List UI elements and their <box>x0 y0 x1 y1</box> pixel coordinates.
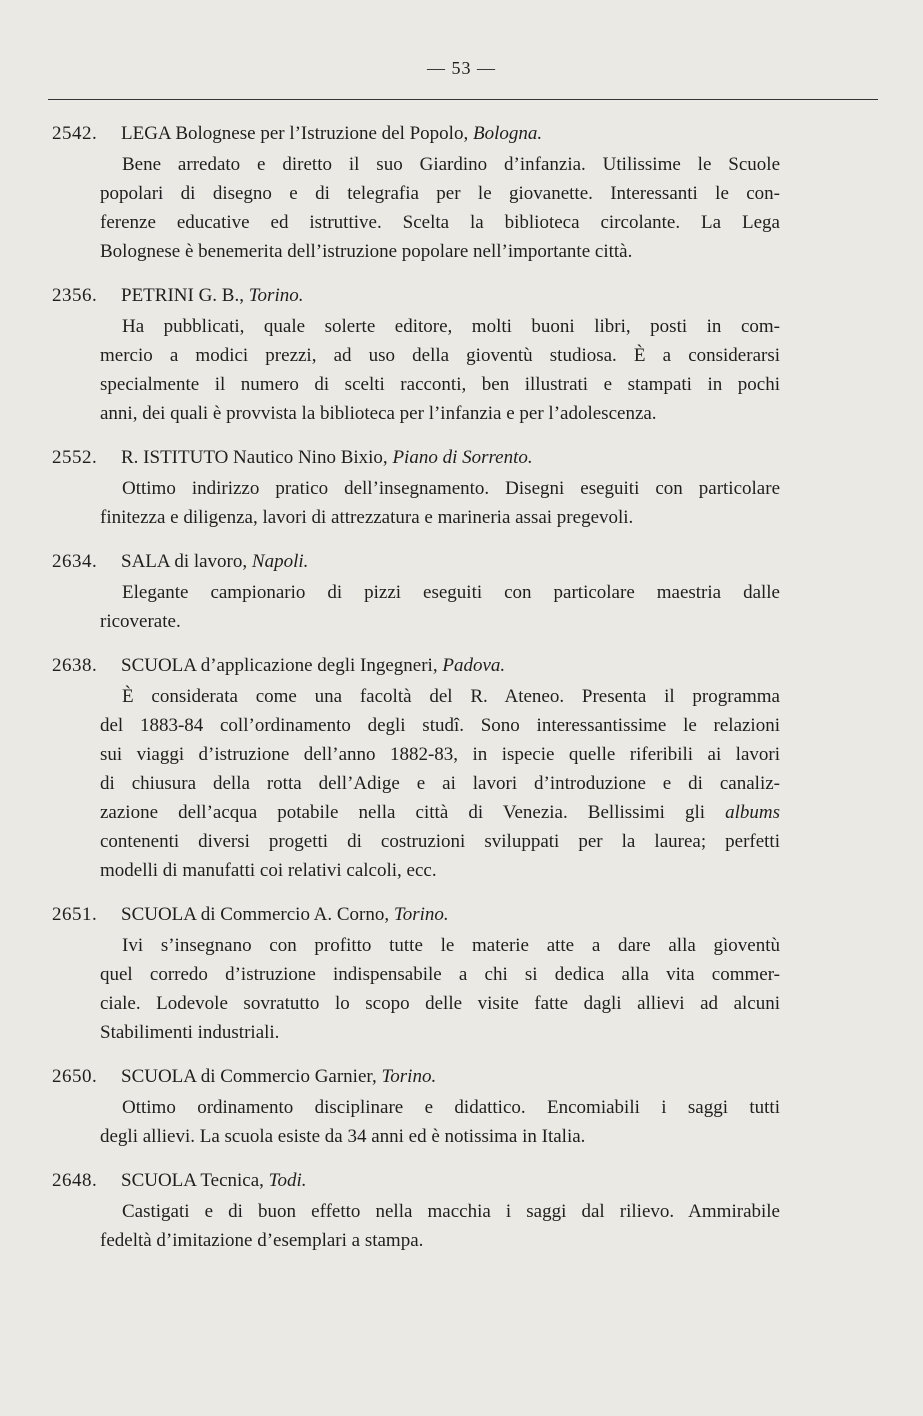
entry-title <box>121 1165 307 1197</box>
entry-body <box>100 474 780 532</box>
entry-number: 2552. <box>52 447 98 468</box>
entry-place: Padova. <box>442 655 506 676</box>
albums-word: albums <box>725 802 780 823</box>
body-line: Ottimo ordinamento disciplinare e didattico. Encomiabili i saggi tutti <box>122 1097 780 1118</box>
entry-body <box>100 312 780 428</box>
entry-name: SCUOLA di Commercio A. Corno, <box>121 904 394 925</box>
entry-title <box>121 442 533 474</box>
entry-title <box>121 118 542 150</box>
body-line: È considerata come una facoltà del R. Ateneo. Presenta il programma <box>122 686 780 707</box>
entry-body <box>100 931 780 1047</box>
body-line: sui viaggi d’istruzione dell’anno 1882-83, in ispecie quelle riferibili ai lavori <box>100 744 780 765</box>
body-line: ciale. Lodevole sovratutto lo scopo delle visite fatte dagli allievi ad alcuni <box>100 993 780 1014</box>
entry-title <box>121 1061 436 1093</box>
entry-number: 2356. <box>52 285 98 306</box>
entry-body <box>100 578 780 636</box>
entry-2648 <box>0 1165 923 1255</box>
body-line-text: zazione dell’acqua potabile nella città di Venezia. Bellissimi gli <box>100 802 726 823</box>
body-line: Bolognese è benemerita dell’istruzione popolare nell’importante città. <box>100 241 633 262</box>
entry-name: SCUOLA d’applicazione degli Ingegneri, <box>121 655 443 676</box>
entry-2651 <box>0 899 923 1047</box>
entry-heading <box>0 118 923 150</box>
entry-2552 <box>0 442 923 532</box>
entry-2634 <box>0 546 923 636</box>
entry-heading <box>0 899 923 931</box>
entry-name: SALA di lavoro, <box>121 551 252 572</box>
entry-place: Todi. <box>268 1170 307 1191</box>
entry-name: SCUOLA di Commercio Garnier, <box>121 1066 382 1087</box>
entry-heading <box>0 546 923 578</box>
body-line: degli allievi. La scuola esiste da 34 anni ed è notissima in Italia. <box>100 1126 586 1147</box>
entry-title <box>121 280 303 312</box>
entry-place: Torino. <box>248 285 304 306</box>
entry-body <box>100 682 780 885</box>
entry-place: Piano di Sorrento. <box>392 447 533 468</box>
entry-name: PETRINI G. B., <box>121 285 249 306</box>
entry-heading <box>0 650 923 682</box>
entry-number: 2650. <box>52 1066 98 1087</box>
entry-body <box>100 1197 780 1255</box>
entries-list <box>0 118 923 1273</box>
entry-2638 <box>0 650 923 885</box>
body-line: Castigati e di buon effetto nella macchia i saggi dal rilievo. Ammirabile <box>122 1201 780 1222</box>
body-line: quel corredo d’istruzione indispensabile a chi si dedica alla vita commer- <box>100 964 780 985</box>
entry-place: Torino. <box>381 1066 437 1087</box>
entry-name: SCUOLA Tecnica, <box>121 1170 269 1191</box>
body-line <box>100 798 780 827</box>
entry-body <box>100 1093 780 1151</box>
body-line: modelli di manufatti coi relativi calcoli, ecc. <box>100 860 437 881</box>
body-line: Bene arredato e diretto il suo Giardino d’infanzia. Utilissime le Scuole <box>122 154 780 175</box>
body-line: Elegante campionario di pizzi eseguiti con particolare maestria dalle <box>122 582 780 603</box>
body-line: Ha pubblicati, quale solerte editore, molti buoni libri, posti in com- <box>122 316 780 337</box>
entry-title <box>121 899 449 931</box>
entry-place: Torino. <box>393 904 449 925</box>
body-line: Stabilimenti industriali. <box>100 1022 280 1043</box>
header-rule <box>48 99 878 100</box>
entry-body <box>100 150 780 266</box>
entry-name: R. ISTITUTO Nautico Nino Bixio, <box>121 447 393 468</box>
entry-place: Napoli. <box>251 551 309 572</box>
entry-title <box>121 546 308 578</box>
body-line: fedeltà d’imitazione d’esemplari a stampa. <box>100 1230 424 1251</box>
body-line: ferenze educative ed istruttive. Scelta la biblioteca circolante. La Lega <box>100 212 780 233</box>
entry-number: 2638. <box>52 655 98 676</box>
entry-name: LEGA Bolognese per l’Istruzione del Popolo, <box>121 123 473 144</box>
entry-number: 2542. <box>52 123 98 144</box>
entry-heading <box>0 442 923 474</box>
entry-number: 2648. <box>52 1170 98 1191</box>
entry-heading <box>0 280 923 312</box>
body-line: anni, dei quali è provvista la biblioteca per l’infanzia e per l’adolescenza. <box>100 403 657 424</box>
body-line: Ottimo indirizzo pratico dell’insegnamento. Disegni eseguiti con particolare <box>122 478 780 499</box>
entry-title <box>121 650 505 682</box>
entry-2542 <box>0 118 923 266</box>
body-line: del 1883-84 coll’ordinamento degli studî. Sono interessantissime le relazioni <box>100 715 780 736</box>
body-line: Ivi s’insegnano con profitto tutte le materie atte a dare alla gioventù <box>122 935 780 956</box>
entry-number: 2634. <box>52 551 98 572</box>
body-line: specialmente il numero di scelti racconti, ben illustrati e stampati in pochi <box>100 374 780 395</box>
entry-heading <box>0 1061 923 1093</box>
body-line: ricoverate. <box>100 611 181 632</box>
page-number: — 53 — <box>427 58 496 78</box>
entry-number: 2651. <box>52 904 98 925</box>
entry-heading <box>0 1165 923 1197</box>
body-line: contenenti diversi progetti di costruzioni sviluppati per la laurea; perfetti <box>100 831 780 852</box>
entry-2650 <box>0 1061 923 1151</box>
body-line: finitezza e diligenza, lavori di attrezzatura e marineria assai pregevoli. <box>100 507 634 528</box>
body-line: mercio a modici prezzi, ad uso della gioventù studiosa. È a considerarsi <box>100 345 780 366</box>
entry-place: Bologna. <box>472 123 543 144</box>
body-line: di chiusura della rotta dell’Adige e ai lavori d’introduzione e di canaliz- <box>100 773 780 794</box>
entry-2356 <box>0 280 923 428</box>
body-line: popolari di disegno e di telegrafia per le giovanette. Interessanti le con- <box>100 183 780 204</box>
